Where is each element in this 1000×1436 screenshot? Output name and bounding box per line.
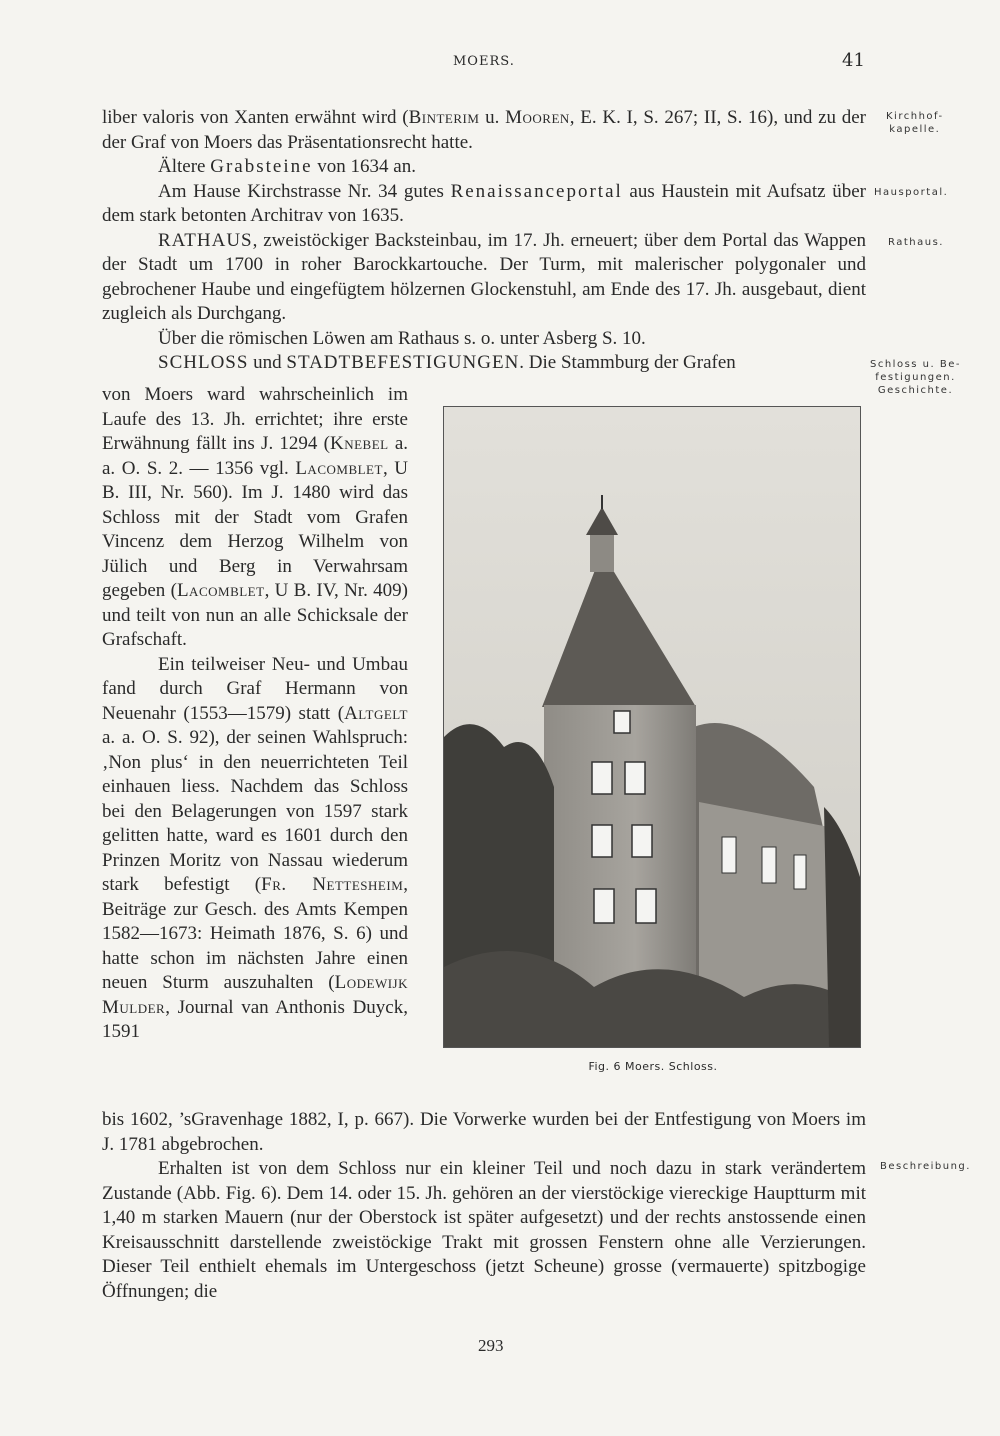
side-note-line: Geschichte.	[877, 385, 954, 396]
text-block-left-column	[102, 383, 408, 1045]
paragraph	[102, 327, 866, 352]
side-note-schloss	[870, 358, 961, 397]
text-run: , E. K. I, S. 267; II, S. 16),	[569, 107, 779, 128]
running-title: MOERS.	[453, 54, 515, 69]
text-run: Erhalten ist von dem Schloss nur ein kleiner Teil und noch dazu in stark verändertem Zustande (Abb. Fig. 6). Dem 14. oder 15. Jh. gehören an der vierstöckige viereckige Hauptturm mit 1,40 m starken Mauern (nur der Oberstock ist später aufgesetzt) und der rechts anstossende einen Kreisausschnitt darstellende zweistöckige Trakt mit grossen Fenstern ohne alle Verzierungen. Dieser Teil enthielt ehemals im Untergeschoss (jetzt Scheune) grosse (vermauerte) spitzbogige Öffnungen; die	[102, 1158, 866, 1302]
text-run: . Die Stammburg der Grafen	[519, 352, 736, 373]
text-run: und	[248, 352, 287, 373]
author-ref: Lacomblet	[295, 457, 383, 479]
text-run: liber valoris von Xanten erwähnt wird (	[102, 107, 409, 128]
text-run: a. a. O. S. 2. — 1356 vgl.	[102, 433, 409, 479]
text-run: Am Hause Kirchstrasse Nr. 34 gutes	[158, 180, 451, 202]
text-run: von Moers ward wahrscheinlich im Laufe des 13. Jh. errichtet; ihre erste Erwähnung fällt ins J. 1294 (	[102, 384, 408, 454]
paragraph	[102, 155, 866, 180]
author-ref: Knebel	[329, 433, 389, 454]
paragraph	[102, 351, 866, 376]
paragraph	[102, 106, 866, 155]
paragraph	[102, 229, 866, 327]
text-run: Über die römischen Löwen am Rathaus s. o. unter Asberg S. 10.	[158, 327, 646, 349]
text-run: von 1634 an.	[312, 156, 416, 177]
author-ref: Altgelt	[344, 702, 408, 724]
section-heading: RATHAUS	[158, 229, 253, 251]
castle-illustration	[444, 407, 860, 1047]
text-run: , Beiträge zur Gesch. des Amts Kempen 1582—1673: Heimath 1876, S. 6) und hatte schon im nächsten Jahre einen neuen Sturm auszuhalten (	[102, 874, 409, 993]
text-run: , U B. III, Nr. 560). Im J. 1480 wird das Schloss mit der Stadt vom Grafen Vincenz dem Herzog Wilhelm von Jülich und Berg in Verwahrsam gegeben (	[102, 457, 408, 601]
side-note-beschreibung: Beschreibung.	[880, 1161, 971, 1172]
spaced-term: Renaissanceportal	[450, 180, 623, 202]
spaced-term: Grabsteine	[210, 156, 313, 177]
side-note-line: festigungen.	[875, 372, 956, 383]
text-run: , zweistöckiger Backsteinbau, im 17. Jh. erneuert; über dem Portal das Wappen der Stadt um 1700 in roher Barockkartouche. Der Turm, mit malerischer polygonaler und gebrochener Haube und eingefügtem hölzernen Glockenstuhl, am Ende des 17. Jh. ausgebaut, dient zugleich als Durchgang.	[102, 229, 866, 324]
text-run: und zu der der Graf von Moers das Präsentationsrecht hatte.	[102, 107, 866, 153]
text-run: bis 1602, ’sGravenhage 1882, I, p. 667). Die Vorwerke wurden bei der Entfestigung von Moers im J. 1781 abgebrochen.	[102, 1109, 866, 1155]
author-ref: Binterim	[408, 107, 480, 128]
figure-6	[443, 406, 863, 1083]
side-note-rathaus: Rathaus.	[888, 237, 944, 248]
text-run: a. a. O. S. 92), der seinen Wahlspruch: ‚Non plus‘ in den neuerrichteten Teil einhauen liess. Nachdem das Schloss bei den Belagerungen von 1597 stark gelitten hatte, ward es 1601 durch den Prinzen Moritz von Nassau wiederum stark befestigt (	[102, 727, 408, 895]
text-block-bottom	[102, 1108, 866, 1304]
side-note-line: Schloss u. Be-	[870, 359, 961, 370]
section-heading: STADTBEFESTIGUNGEN	[286, 352, 520, 373]
author-ref: Lodewijk Mulder	[102, 972, 408, 1018]
side-note-line: kapelle.	[889, 124, 941, 135]
text-block-top	[102, 106, 866, 376]
paragraph	[102, 653, 408, 1045]
text-run: , Journal van Anthonis Duyck, 1591	[102, 996, 408, 1042]
text-run: aus Haustein mit Aufsatz über dem stark betonten Architrav von 1635.	[102, 180, 866, 226]
text-run: u.	[479, 107, 506, 128]
paragraph	[102, 1108, 866, 1157]
side-note-kirchhof	[886, 110, 944, 136]
author-ref: Lacomblet	[176, 580, 265, 601]
page-number-bottom: 293	[478, 1336, 504, 1355]
paragraph	[102, 383, 408, 653]
text-run: Ein teilweiser Neu- und Umbau fand durch Graf Hermann von Neuenahr (1553—1579) statt (	[102, 653, 408, 724]
side-note-line: Kirchhof-	[886, 111, 944, 122]
lantern	[590, 532, 614, 572]
author-ref: Mooren	[505, 107, 570, 128]
castle-photograph	[443, 406, 861, 1048]
side-note-hausportal: Hausportal.	[874, 187, 949, 198]
section-heading: SCHLOSS	[158, 352, 249, 373]
author-ref: Fr. Nettesheim	[261, 874, 404, 895]
paragraph	[102, 180, 866, 229]
page-number-top: 41	[842, 50, 865, 71]
paragraph	[102, 1157, 866, 1304]
figure-caption: Fig. 6 Moers. Schloss.	[588, 1060, 718, 1073]
running-head	[0, 50, 1000, 78]
text-run: , U B. IV, Nr. 409) und teilt von nun an alle Schicksale der Grafschaft.	[102, 580, 408, 650]
text-run: Ältere	[158, 156, 211, 177]
